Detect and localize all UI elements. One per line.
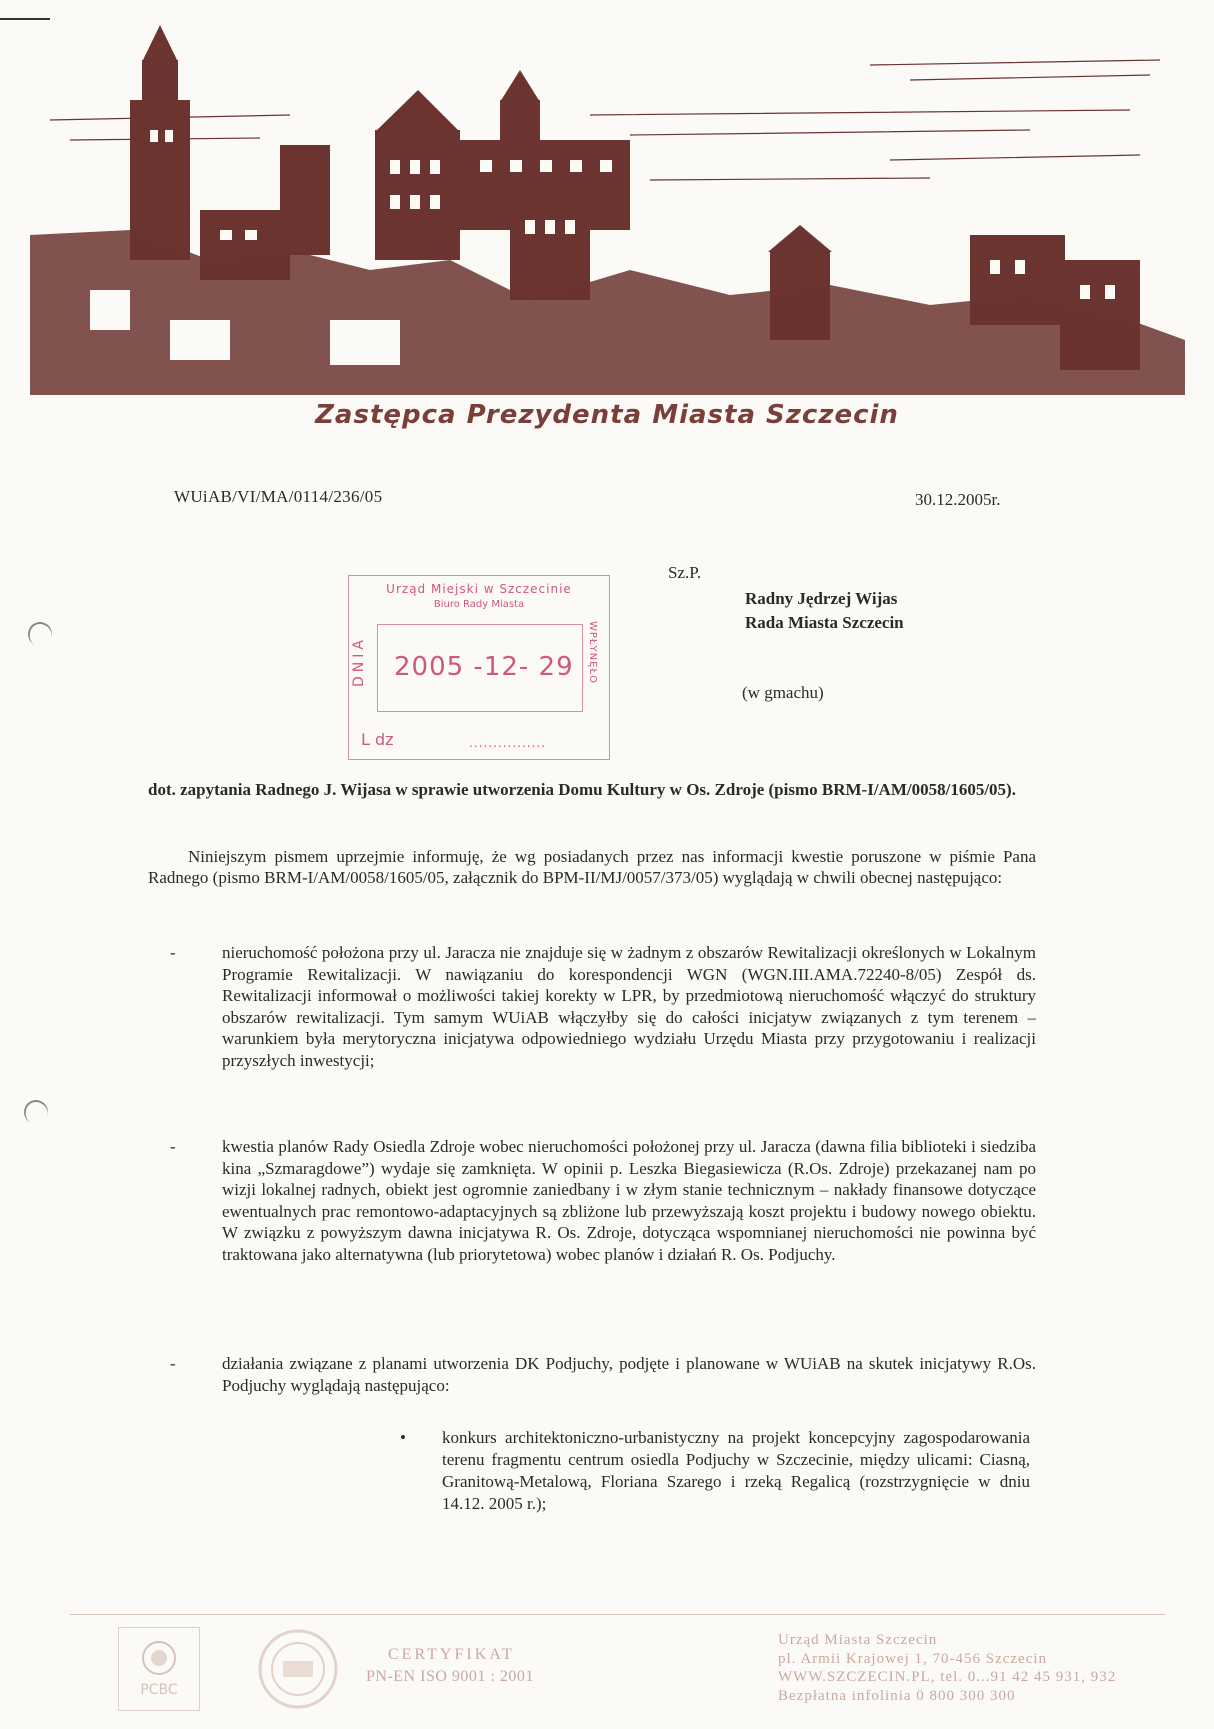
recipient-note: (w gmachu) [742, 683, 824, 702]
office-contact [778, 1631, 1116, 1705]
pcbc-logo-text: PCBC [140, 1682, 178, 1698]
punch-hole-mark [21, 1097, 52, 1128]
list-item-text: działania związane z planami utworzenia DK Podjuchy, podjęte i planowane w WUiAB na skutek inicjatywy R.Os. Podjuchy wyglądają następująco: [222, 1354, 1036, 1395]
letter-date: 30.12.2005r. [915, 490, 1001, 509]
header-title: Zastępca Prezydenta Miasta Szczecin [315, 400, 899, 430]
stamp-office: Urząd Miejski w Szczecinie [386, 582, 572, 596]
list-marker: - [170, 1137, 176, 1156]
footer-divider [70, 1614, 1165, 1615]
recipient-block [745, 587, 904, 635]
certificate-seal [257, 1628, 339, 1710]
list-marker: - [170, 1354, 176, 1373]
certificate-standard: PN-EN ISO 9001 : 2001 [366, 1668, 534, 1685]
bullet-marker: • [400, 1428, 406, 1447]
punch-hole-mark [25, 619, 56, 650]
office-web-phone: WWW.SZCZECIN.PL, tel. 0...91 42 45 931, 932 [778, 1669, 1117, 1685]
office-hotline: Bezpłatna infolinia 0 800 300 300 [778, 1687, 1016, 1704]
recipient-organization: Rada Miasta Szczecin [745, 613, 904, 632]
intro-paragraph: Niniejszym pismem uprzejmie informuję, że wg posiadanych przez nas informacji kwestie poruszone w piśmie Pana Radnego (pismo BRM-I/AM/0058/1605/05, załącznik do BPM-II/MJ/0057/373/05) wyglądają w chwili obecnej następująco: [148, 847, 1036, 887]
list-item-text: nieruchomość położona przy ul. Jaracza nie znajduje się w żadnym z obszarów Rewitalizacji określonych w Lokalnym Programie Rewitalizacji. W nawiązaniu do korespondencji WGN (WGN.III.AMA.72240-8/05) Zespół ds. Rewitalizacji informował o możliwości takiej korekty w LPR, by przedmiotową nieruchomość włączyć do struktury obszarów rewitalizacji. Tym samym WUiAB włączyłby się do całości inicjatyw związanych z tym terenem – warunkiem była merytoryczna inicjatywa odpowiedniego wydziału Urzędu Miasta przy przygotowaniu i realizacji przyszłych inwestycji; [222, 943, 1036, 1070]
certificate-title: CERTYFIKAT [388, 1646, 515, 1663]
list-marker: - [170, 943, 176, 962]
reference-number: WUiAB/VI/MA/0114/236/05 [174, 487, 383, 506]
recipient-name: Radny Jędrzej Wijas [745, 589, 898, 608]
stamp-side-label: DNIA [351, 636, 367, 687]
salutation: Sz.P. [668, 563, 702, 582]
stamp-ldz-label: L dz [361, 730, 394, 749]
receipt-stamp [348, 575, 610, 760]
stamp-date: 2005 -12- 29 [394, 652, 574, 682]
stamp-department: Biuro Rady Miasta [433, 599, 525, 610]
stamp-side-right: WPŁYNĘŁO [587, 621, 598, 684]
office-address: pl. Armii Krajowej 1, 70-456 Szczecin [778, 1650, 1048, 1667]
sub-list-item-text: konkurs architektoniczno-urbanistyczny na projekt koncepcyjny zagospodarowania terenu fragmentu centrum osiedla Podjuchy w Szczecinie, między ulicami: Ciasną, Granitową-Metalową, Floriana Szarego i rzeką Regalicą (rozstrzygnięcie w dniu 14.12. 2005 r.); [442, 1428, 1030, 1513]
pcbc-logo [118, 1627, 200, 1711]
letter-subject: dot. zapytania Radnego J. Wijasa w sprawie utworzenia Domu Kultury w Os. Zdroje (pismo BRM-I/AM/0058/1605/05). [148, 780, 1016, 799]
city-skyline-engraving [30, 20, 1185, 395]
office-name: Urząd Miasta Szczecin [778, 1632, 938, 1648]
stamp-ldz-value: ................ [469, 736, 547, 750]
list-item-text: kwestia planów Rady Osiedla Zdroje wobec nieruchomości położonej przy ul. Jaracza (dawna filia biblioteki i siedziba kina „Szmaragdowe”) wydaje się zamknięta. W opinii p. Leszka Biegasiewicza (R.Os. Zdroje) przekazanej nam po wizji lokalnej radnych, obiekt jest ogromnie zaniedbany i w złym stanie technicznym – nakłady finansowe dotyczące ewentualnych prac remontowo-adaptacyjnych są zbliżone lub przewyższają koszt projektu i budowy nowego obiektu. W związku z powyższym dawna inicjatywa R. Os. Zdroje, dotycząca wspomnianej nieruchomości nie powinna być traktowana jako alternatywna (lub priorytetowa) wobec planów i działań R. Os. Podjuchy. [222, 1137, 1036, 1264]
